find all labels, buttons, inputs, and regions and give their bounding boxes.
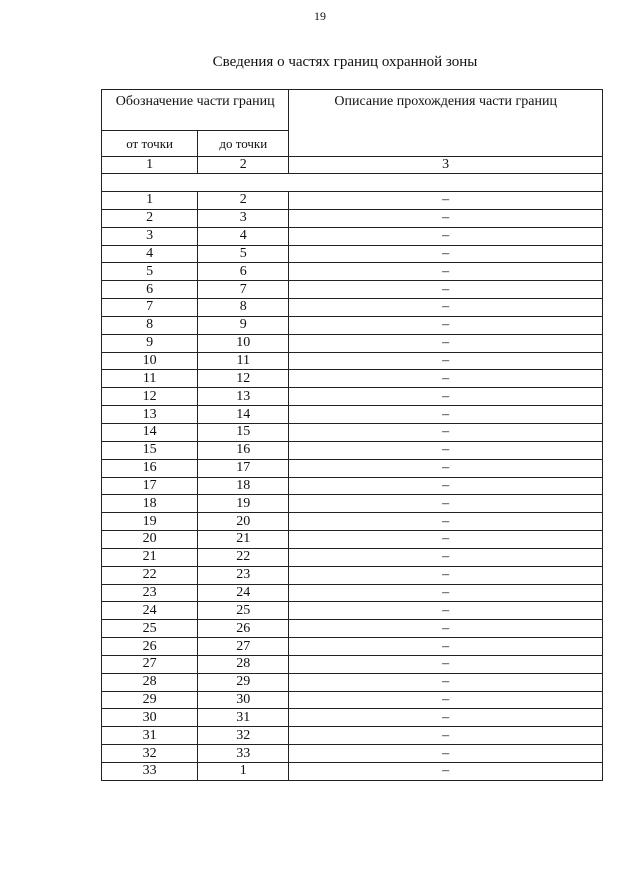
description-cell: – (289, 245, 603, 263)
description-cell: – (289, 709, 603, 727)
description-cell: – (289, 281, 603, 299)
from-point-cell: 33 (102, 763, 198, 781)
to-point-cell: 27 (198, 638, 289, 656)
description-cell: – (289, 263, 603, 281)
from-point-cell: 8 (102, 316, 198, 334)
table-row (102, 602, 603, 620)
from-point-cell: 2 (102, 209, 198, 227)
table-row (102, 638, 603, 656)
description-cell: – (289, 227, 603, 245)
description-cell: – (289, 691, 603, 709)
to-point-cell: 10 (198, 334, 289, 352)
description-cell: – (289, 638, 603, 656)
description-cell: – (289, 531, 603, 549)
from-point-cell: 15 (102, 441, 198, 459)
description-cell: – (289, 209, 603, 227)
from-point-cell: 13 (102, 406, 198, 424)
column-number-2: 2 (198, 157, 289, 174)
table-row (102, 406, 603, 424)
description-cell: – (289, 495, 603, 513)
from-point-cell: 1 (102, 192, 198, 210)
description-cell: – (289, 620, 603, 638)
from-point-cell: 11 (102, 370, 198, 388)
to-point-cell: 6 (198, 263, 289, 281)
to-point-cell: 20 (198, 513, 289, 531)
column-number-3: 3 (289, 157, 603, 174)
to-point-cell: 2 (198, 192, 289, 210)
table-row (102, 334, 603, 352)
to-point-cell: 29 (198, 673, 289, 691)
from-point-cell: 7 (102, 299, 198, 317)
table-row (102, 459, 603, 477)
table-row (102, 423, 603, 441)
from-point-cell: 25 (102, 620, 198, 638)
table-row (102, 691, 603, 709)
to-point-cell: 28 (198, 655, 289, 673)
to-point-cell: 19 (198, 495, 289, 513)
to-point-cell: 22 (198, 548, 289, 566)
from-point-cell: 23 (102, 584, 198, 602)
from-point-cell: 9 (102, 334, 198, 352)
column-number-row (102, 157, 603, 174)
from-point-cell: 10 (102, 352, 198, 370)
description-cell: – (289, 727, 603, 745)
description-cell: – (289, 602, 603, 620)
description-cell: – (289, 370, 603, 388)
description-cell: – (289, 334, 603, 352)
page-number: 19 (314, 9, 326, 23)
table-row (102, 281, 603, 299)
to-point-cell: 30 (198, 691, 289, 709)
description-cell: – (289, 316, 603, 334)
to-point-cell: 17 (198, 459, 289, 477)
empty-section-row (102, 174, 603, 192)
from-point-cell: 6 (102, 281, 198, 299)
table-row (102, 227, 603, 245)
table-row (102, 620, 603, 638)
to-point-cell: 14 (198, 406, 289, 424)
description-cell: – (289, 763, 603, 781)
from-point-cell: 31 (102, 727, 198, 745)
to-point-cell: 1 (198, 763, 289, 781)
table-row (102, 263, 603, 281)
to-point-cell: 25 (198, 602, 289, 620)
from-point-cell: 4 (102, 245, 198, 263)
table-row (102, 655, 603, 673)
from-point-cell: 20 (102, 531, 198, 549)
to-point-cell: 12 (198, 370, 289, 388)
to-point-cell: 31 (198, 709, 289, 727)
from-point-cell: 28 (102, 673, 198, 691)
header-from-point: от точки (102, 131, 198, 157)
to-point-cell: 11 (198, 352, 289, 370)
table-row (102, 370, 603, 388)
description-cell: – (289, 423, 603, 441)
to-point-cell: 13 (198, 388, 289, 406)
from-point-cell: 24 (102, 602, 198, 620)
to-point-cell: 4 (198, 227, 289, 245)
description-cell: – (289, 352, 603, 370)
empty-section-cell (102, 174, 603, 192)
description-cell: – (289, 513, 603, 531)
header-to-point: до точки (198, 131, 289, 157)
description-cell: – (289, 673, 603, 691)
column-number-1: 1 (102, 157, 198, 174)
description-cell: – (289, 548, 603, 566)
description-cell: – (289, 566, 603, 584)
to-point-cell: 18 (198, 477, 289, 495)
description-cell: – (289, 477, 603, 495)
table-row (102, 673, 603, 691)
table-row (102, 513, 603, 531)
from-point-cell: 21 (102, 548, 198, 566)
table-row (102, 352, 603, 370)
from-point-cell: 22 (102, 566, 198, 584)
table-row (102, 745, 603, 763)
to-point-cell: 5 (198, 245, 289, 263)
from-point-cell: 5 (102, 263, 198, 281)
from-point-cell: 16 (102, 459, 198, 477)
table-row (102, 584, 603, 602)
from-point-cell: 32 (102, 745, 198, 763)
to-point-cell: 24 (198, 584, 289, 602)
table-row (102, 531, 603, 549)
boundary-parts-table (101, 89, 603, 781)
from-point-cell: 14 (102, 423, 198, 441)
table-row (102, 548, 603, 566)
description-cell: – (289, 192, 603, 210)
to-point-cell: 33 (198, 745, 289, 763)
table-row (102, 388, 603, 406)
description-cell: – (289, 441, 603, 459)
from-point-cell: 30 (102, 709, 198, 727)
table-row (102, 441, 603, 459)
to-point-cell: 26 (198, 620, 289, 638)
from-point-cell: 12 (102, 388, 198, 406)
from-point-cell: 27 (102, 655, 198, 673)
to-point-cell: 8 (198, 299, 289, 317)
table-row (102, 209, 603, 227)
table-row (102, 192, 603, 210)
description-cell: – (289, 745, 603, 763)
table-row (102, 245, 603, 263)
to-point-cell: 16 (198, 441, 289, 459)
from-point-cell: 19 (102, 513, 198, 531)
header-boundary-description: Описание прохождения части границ (289, 90, 603, 157)
table-row (102, 727, 603, 745)
to-point-cell: 23 (198, 566, 289, 584)
from-point-cell: 17 (102, 477, 198, 495)
description-cell: – (289, 655, 603, 673)
document-title: Сведения о частях границ охранной зоны (212, 54, 478, 70)
description-cell: – (289, 459, 603, 477)
description-cell: – (289, 584, 603, 602)
from-point-cell: 18 (102, 495, 198, 513)
from-point-cell: 3 (102, 227, 198, 245)
table-row (102, 709, 603, 727)
table-row (102, 477, 603, 495)
table-row (102, 495, 603, 513)
table-header-row (102, 90, 603, 131)
to-point-cell: 9 (198, 316, 289, 334)
from-point-cell: 26 (102, 638, 198, 656)
from-point-cell: 29 (102, 691, 198, 709)
header-boundary-designation: Обозначение части границ (102, 90, 289, 131)
to-point-cell: 7 (198, 281, 289, 299)
table-row (102, 566, 603, 584)
table-row (102, 299, 603, 317)
to-point-cell: 15 (198, 423, 289, 441)
to-point-cell: 3 (198, 209, 289, 227)
to-point-cell: 32 (198, 727, 289, 745)
description-cell: – (289, 406, 603, 424)
to-point-cell: 21 (198, 531, 289, 549)
description-cell: – (289, 299, 603, 317)
description-cell: – (289, 388, 603, 406)
table-row (102, 316, 603, 334)
table-row (102, 763, 603, 781)
